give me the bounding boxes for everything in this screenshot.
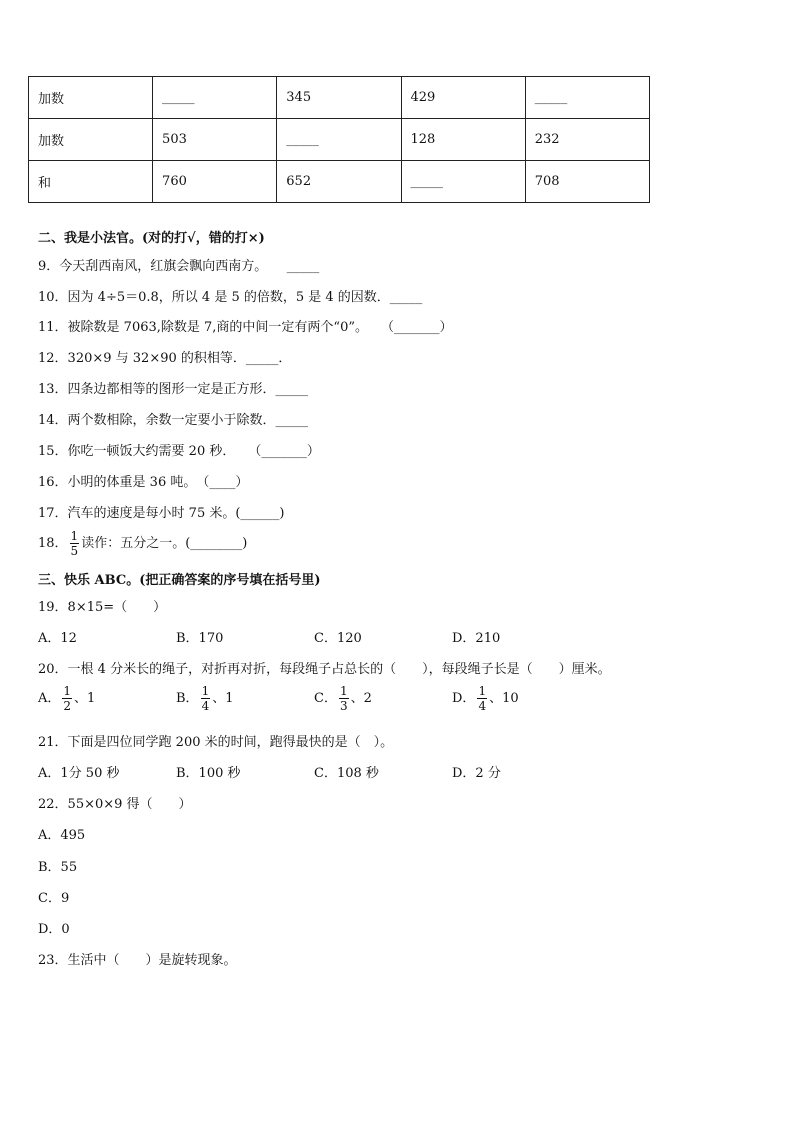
option-label: D．	[452, 691, 476, 706]
table-cell: 760	[153, 161, 277, 203]
table-cell: _____	[277, 119, 401, 161]
fraction-numerator: 1	[63, 684, 72, 698]
table-row	[29, 77, 650, 119]
section-3-title: 三、快乐 ABC。(把正确答案的序号填在括号里)	[38, 573, 321, 588]
q19-option-a: A．12	[38, 631, 77, 646]
option-rest: 、1	[212, 691, 234, 706]
q20-option-b	[176, 684, 233, 713]
question-18-number: 18．	[38, 536, 68, 551]
fraction-numerator: 1	[201, 684, 210, 698]
question-12: 12．320×9 与 32×90 的积相等．_____．	[38, 351, 292, 366]
question-18-text: 读作：五分之一。(________)	[81, 536, 248, 551]
table-cell: 128	[401, 119, 525, 161]
table-cell: 708	[525, 161, 649, 203]
q20-option-d	[452, 684, 519, 713]
q19-option-c: C．120	[314, 631, 362, 646]
fraction-numerator: 1	[478, 684, 487, 698]
fraction	[70, 529, 80, 558]
table-cell: 652	[277, 161, 401, 203]
q20-option-c	[314, 684, 372, 713]
table-cell: 232	[525, 119, 649, 161]
option-label: A．	[38, 691, 61, 706]
fraction-denominator: 2	[63, 699, 72, 713]
option-rest: 、2	[350, 691, 372, 706]
question-23: 23．生活中（ ）是旋转现象。	[38, 953, 237, 968]
question-22: 22．55×0×9 得（ ）	[38, 797, 192, 812]
question-13: 13．四条边都相等的图形一定是正方形．_____	[38, 382, 309, 397]
table-cell: 503	[153, 119, 277, 161]
fraction	[62, 684, 72, 713]
q19-option-b: B．170	[176, 631, 224, 646]
question-14: 14．两个数相除，余数一定要小于除数．_____	[38, 413, 309, 428]
table-cell: _____	[401, 161, 525, 203]
fraction	[201, 684, 211, 713]
row-label: 和	[29, 161, 153, 203]
option-rest: 、10	[489, 691, 519, 706]
table-cell: _____	[525, 77, 649, 119]
question-18	[38, 529, 247, 558]
q22-option-d: D．0	[38, 922, 70, 937]
table-row	[29, 161, 650, 203]
q21-option-c: C．108 秒	[314, 766, 379, 781]
q21-option-a: A．1分 50 秒	[38, 766, 120, 781]
question-17: 17．汽车的速度是每小时 75 米。(______)	[38, 506, 285, 521]
table-cell: 345	[277, 77, 401, 119]
q21-option-d: D．2 分	[452, 766, 501, 781]
q22-option-c: C．9	[38, 891, 70, 906]
fraction-denominator: 4	[201, 699, 210, 713]
addition-table	[28, 76, 650, 203]
fraction-denominator: 3	[339, 699, 348, 713]
q22-option-b: B．55	[38, 860, 78, 875]
question-9: 9．今天刮西南风，红旗会飘向西南方。 _____	[38, 259, 320, 274]
q21-option-b: B．100 秒	[176, 766, 241, 781]
row-label: 加数	[29, 119, 153, 161]
question-19: 19．8×15=（ ）	[38, 600, 167, 615]
fraction-denominator: 5	[70, 544, 79, 558]
q22-option-a: A．495	[38, 828, 86, 843]
fraction-denominator: 4	[478, 699, 487, 713]
question-16: 16．小明的体重是 36 吨。 （____）	[38, 475, 249, 490]
table-row	[29, 119, 650, 161]
section-2-title: 二、我是小法官。(对的打√，错的打×)	[38, 231, 265, 246]
question-11: 11．被除数是 7063,除数是 7,商的中间一定有两个“0”。 （_______）	[38, 320, 453, 335]
fraction	[477, 684, 487, 713]
row-label: 加数	[29, 77, 153, 119]
fraction	[339, 684, 349, 713]
question-20: 20．一根 4 分米长的绳子，对折再对折，每段绳子占总长的（ ），每段绳子长是（ ）厘米。	[38, 662, 611, 677]
fraction-numerator: 1	[70, 529, 79, 543]
q19-option-d: D．210	[452, 631, 501, 646]
table-cell: _____	[153, 77, 277, 119]
option-rest: 、1	[74, 691, 96, 706]
fraction-numerator: 1	[339, 684, 348, 698]
table-cell: 429	[401, 77, 525, 119]
question-15: 15．你吃一顿饭大约需要 20 秒． （_______）	[38, 444, 320, 459]
question-10: 10．因为 4÷5＝0.8，所以 4 是 5 的倍数，5 是 4 的因数．_____	[38, 290, 423, 305]
question-21: 21．下面是四位同学跑 200 米的时间，跑得最快的是（ ）。	[38, 735, 394, 750]
option-label: C．	[314, 691, 337, 706]
option-label: B．	[176, 691, 199, 706]
q20-option-a	[38, 684, 95, 713]
